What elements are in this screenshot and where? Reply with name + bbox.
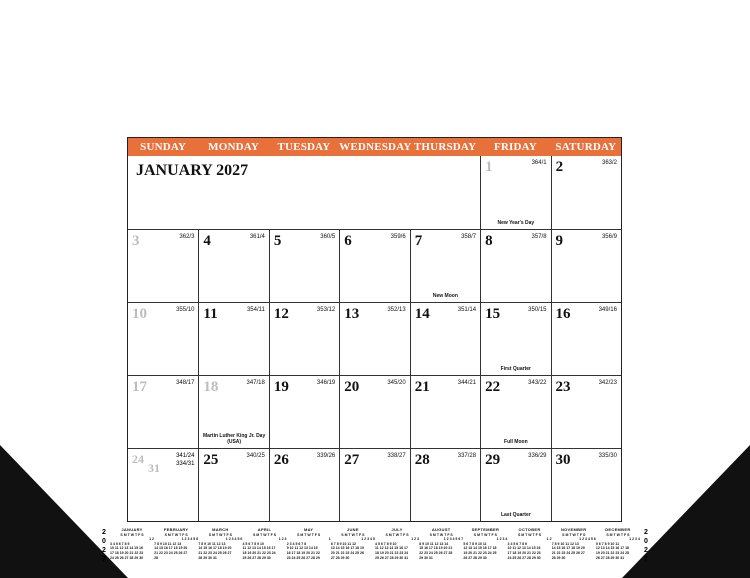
year-digit: 7 [102,556,106,563]
year-digit: 2 [102,529,106,536]
day-cell[interactable] [269,230,339,302]
day-ordinal: 363/2 [601,160,617,166]
day-cell[interactable] [269,376,339,448]
day-cell[interactable] [480,449,550,521]
calendar-grid [127,137,622,522]
holiday-label: Full Moon [504,439,528,445]
mini-week-row: 17 18 19 20 21 22 23 [507,550,541,555]
mini-week-row: 9 10 11 12 13 14 15 [286,546,318,551]
weekday-header [128,138,621,156]
day-number: 24 [132,452,144,466]
mini-week-row: 25 26 27 28 29 30 [242,555,271,560]
mini-week-row: 21 22 23 24 25 26 27 [551,550,585,555]
mini-weekday-letters: S M T W T F S [297,532,321,537]
mini-week-row: 1 2 3 4 5 6 7 [443,537,464,542]
mini-week-row: 19 20 21 22 23 24 25 [463,550,497,555]
mini-month-name: JANUARY [121,527,143,532]
week-row [128,229,621,302]
mini-week-row: 28 [154,555,159,560]
weekday-friday: FRIDAY [493,141,537,153]
mini-month [375,528,419,560]
mini-month-name: DECEMBER [605,527,631,532]
day-number: 11 [203,306,218,322]
day-number: 4 [203,233,211,249]
day-ordinal: 357/8 [531,234,547,240]
day-cell[interactable] [480,156,550,229]
mini-week-row: 26 27 28 29 30 [463,555,487,560]
mini-week-row: 1 2 3 4 5 6 [225,537,243,542]
day-cell[interactable] [410,376,480,448]
weekday-thursday: THURSDAY [413,141,477,153]
day-ordinal: 344/21 [457,380,477,386]
mini-week-row: 19 20 21 22 23 24 25 [595,550,629,555]
day-number: 6 [344,233,352,249]
mini-month-name: SEPTEMBER [471,527,500,532]
day-ordinal: 350/15 [528,307,547,313]
mini-weekday-letters: S M T W T F S [208,532,232,537]
mini-month [243,528,287,560]
day-number: 17 [132,379,147,395]
mini-month [287,528,331,560]
mini-week-row: 3 4 5 6 7 8 9 [110,541,130,546]
year-digit: 2 [644,547,648,554]
mini-month-name: APRIL [257,527,272,532]
year-label-right [642,528,650,564]
mini-week-row: 1 2 3 4 5 6 [181,537,199,542]
day-number: 29 [485,452,501,468]
day-number: 30 [555,452,571,468]
day-ordinal: 335/30 [598,453,617,459]
day-number: 28 [414,452,430,468]
mini-month [552,528,596,560]
day-cell[interactable] [480,376,550,448]
day-ordinal: 362/3 [179,234,195,240]
day-number: 1 [485,159,493,175]
mini-week-row: 13 14 15 16 17 18 19 [330,546,364,551]
mini-week-row: 1 2 [149,537,154,542]
day-cell[interactable] [198,303,268,375]
day-ordinal: 356/9 [601,234,617,240]
mini-month-name: JULY [391,527,403,532]
mini-week-row: 1 2 3 [278,537,287,542]
day-ordinal: 343/22 [528,380,547,386]
week-row [128,156,621,229]
day-ordinal: 347/18 [246,380,265,386]
month-title: JANUARY 2027 [136,162,249,179]
day-ordinal-secondary: 334/31 [176,461,195,467]
mini-week-row: 18 19 20 21 22 23 24 [242,550,276,555]
mini-week-row: 12 13 14 15 16 17 18 [595,546,629,551]
mini-weekday-letters: S M T W T F S [120,532,144,537]
holiday-label: Martin Luther King Jr. Day (USA) [203,433,266,445]
mini-week-row: 1 2 3 4 [629,537,640,542]
mini-week-row: 12 13 14 15 16 17 18 [463,546,497,551]
mini-week-row: 26 27 28 29 30 31 [595,555,625,560]
mini-week-row: 1 [328,537,331,542]
day-ordinal: 364/1 [531,160,547,166]
day-ordinal: 339/26 [316,453,336,459]
mini-week-row: 21 22 23 24 25 26 27 [154,550,188,555]
mini-weekday-letters: S M T W T F S [517,532,542,537]
day-cell[interactable] [480,303,550,375]
mini-week-row: 3 4 5 6 7 8 9 [507,541,528,546]
weekday-tuesday: TUESDAY [277,141,331,153]
mini-week-row: 10 11 12 13 14 15 16 [507,546,541,551]
holiday-label: First Quarter [500,366,531,372]
day-cell-split[interactable] [128,449,198,521]
day-cell[interactable] [339,230,409,302]
day-number: 12 [273,306,289,322]
week-row [128,375,621,448]
day-number: 7 [414,233,423,249]
mini-week-row: 5 6 7 8 9 10 11 [463,541,487,546]
mini-week-row: 8 9 10 11 12 13 14 [419,541,449,546]
mini-week-row: 25 26 27 28 29 30 31 [375,555,409,560]
mini-week-row: 14 15 16 17 18 19 20 [154,546,188,551]
week-row [128,448,621,521]
mini-month-name: AUGUST [431,527,451,532]
day-ordinal: 359/6 [390,234,406,240]
day-cell[interactable] [410,303,480,375]
mini-week-row: 4 5 6 7 8 9 10 [242,541,264,546]
day-number: 14 [414,306,430,322]
year-digit: 2 [644,529,648,536]
day-number: 22 [485,379,501,395]
weekday-monday: MONDAY [208,141,260,153]
day-ordinal: 340/25 [246,453,265,459]
mini-weekday-letters: S M T W T F S [429,532,453,537]
mini-week-row: 1 2 3 [411,537,420,542]
mini-month-name: NOVEMBER [560,527,587,532]
year-digit: 2 [102,547,106,554]
mini-week-row: 21 22 23 24 25 26 27 [198,550,232,555]
day-cell[interactable] [551,303,621,375]
day-number: 5 [273,233,282,249]
mini-week-row: 24 25 26 27 28 29 30 [507,555,541,560]
day-ordinal: 354/11 [246,307,265,313]
mini-week-row: 6 7 8 9 10 11 12 [330,541,356,546]
mini-month [154,528,198,560]
day-ordinal: 355/10 [176,307,195,313]
day-cell[interactable] [551,230,621,302]
year-overview-strip [100,528,650,570]
day-number: 2 [555,159,564,175]
day-number: 20 [344,379,360,395]
day-number: 13 [344,306,360,322]
year-digit: 0 [644,538,648,545]
day-number: 3 [132,233,140,249]
day-number-secondary: 31 [148,461,160,475]
day-ordinal: 348/17 [176,380,195,386]
mini-weekday-letters: S M T W T F S [385,532,409,537]
mini-week-row: 20 21 22 23 24 25 26 [330,550,364,555]
day-cell[interactable] [551,449,621,521]
day-number: 8 [485,233,493,249]
day-number: 26 [273,452,289,468]
day-cell[interactable] [128,230,198,302]
mini-month [110,528,154,560]
holiday-label: New Year's Day [497,220,535,226]
mini-week-row: 28 29 30 [551,555,566,560]
day-number: 25 [203,452,219,468]
day-ordinal: 361/4 [249,234,265,240]
day-cell[interactable] [198,449,268,521]
mini-month [198,528,242,560]
weekday-sunday: SUNDAY [140,141,187,153]
day-number: 21 [414,379,430,395]
mini-month [508,528,552,560]
day-cell[interactable] [198,230,268,302]
weekday-wednesday: WEDNESDAY [339,141,412,153]
day-cell[interactable] [551,156,621,229]
day-cell[interactable] [551,376,621,448]
mini-week-row: 24 25 26 27 28 29 30 [110,555,144,560]
day-ordinal: 349/16 [598,307,617,313]
mini-week-row: 1 2 3 4 [496,537,508,542]
mini-week-row: 10 11 12 13 14 15 16 [110,546,143,551]
day-cell[interactable] [410,449,480,521]
day-ordinal: 358/7 [461,234,477,240]
holiday-label: Last Quarter [500,512,531,518]
day-cell[interactable] [339,303,409,375]
mini-week-row: 7 8 9 10 11 12 13 [551,541,579,546]
day-ordinal: 345/20 [387,380,406,386]
year-digit: 7 [644,556,648,563]
mini-week-row: 7 8 9 10 11 12 13 [198,541,226,546]
day-cell[interactable] [410,230,480,302]
mini-month-name: JUNE [346,527,359,532]
mini-month-name: FEBRUARY [163,527,189,532]
year-digit: 0 [102,538,106,545]
mini-week-row: 22 23 24 25 26 27 28 [419,550,453,555]
mini-week-row: 23 24 25 26 27 28 29 [286,555,320,560]
day-cell[interactable] [480,230,550,302]
mini-week-row: 17 18 19 20 21 22 23 [110,550,144,555]
mini-weekday-letters: S M T W T F S [164,532,188,537]
mini-month-list [110,528,640,560]
day-cell[interactable] [339,376,409,448]
mini-week-row: 1 2 3 4 5 [361,537,375,542]
day-number: 23 [555,379,571,395]
day-ordinal: 352/13 [387,307,406,313]
mini-weekday-letters: S M T W T F S [341,532,365,537]
day-cell[interactable] [128,303,198,375]
mini-week-row: 18 19 20 21 22 23 24 [375,550,409,555]
mini-week-row: 27 28 29 30 [330,555,350,560]
mini-week-row: 14 15 16 17 18 19 20 [198,546,232,551]
mini-week-row: 1 2 3 4 5 6 [579,537,596,542]
mini-week-row: 5 6 7 8 9 10 11 [595,541,620,546]
mini-week-row: 11 12 13 14 15 16 17 [242,546,276,551]
mini-week-row: 1 2 [546,537,552,542]
day-number: 18 [203,379,219,395]
day-number: 9 [555,233,564,249]
mini-month-name: OCTOBER [518,527,541,532]
mini-month [419,528,463,560]
month-title-cell [128,156,480,229]
mini-weekday-letters: S M T W T F S [252,532,277,537]
day-number: 10 [132,306,147,322]
mini-weekday-letters: S M T W T F S [562,532,586,537]
day-cell[interactable] [128,376,198,448]
day-ordinal: 337/28 [457,453,477,459]
mini-week-row: 16 17 18 19 20 21 22 [286,550,320,555]
day-cell[interactable] [269,449,339,521]
day-number: 27 [344,452,360,468]
day-cell[interactable] [198,376,268,448]
mini-week-row: 14 15 16 17 18 19 20 [551,546,585,551]
year-label-left [100,528,108,564]
mini-month [596,528,640,560]
day-ordinal: 360/5 [320,234,336,240]
day-ordinal: 338/27 [387,453,406,459]
mini-week-row: 29 30 31 [419,555,433,560]
mini-month-name: MARCH [212,527,229,532]
mini-week-row: 15 16 17 18 19 20 21 [419,546,453,551]
week-row [128,302,621,375]
mini-week-row: 7 8 9 10 11 12 13 [154,541,182,546]
day-ordinal: 342/23 [598,380,617,386]
day-cell[interactable] [339,449,409,521]
day-ordinal: 341/24 [176,453,195,459]
mini-weekday-letters: S M T W T F S [473,532,497,537]
day-ordinal: 353/12 [316,307,336,313]
day-ordinal: 336/29 [528,453,547,459]
mini-week-row: 28 29 30 31 [198,555,217,560]
mini-month-name: MAY [303,527,314,532]
day-number: 16 [555,306,571,322]
mini-weekday-letters: S M T W T F S [606,532,630,537]
holiday-label: New Moon [432,293,458,299]
weekday-saturday: SATURDAY [555,141,617,153]
day-number: 19 [273,379,289,395]
mini-week-row: 2 3 4 5 6 7 8 [286,541,307,546]
mini-week-row: 11 12 13 14 15 16 17 [375,546,408,551]
day-ordinal: 351/14 [457,307,477,313]
mini-week-row: 4 5 6 7 8 9 10 [375,541,397,546]
day-number: 15 [485,306,501,322]
mini-month [331,528,375,560]
day-ordinal: 346/19 [316,380,336,386]
day-cell[interactable] [269,303,339,375]
mini-month [463,528,507,560]
